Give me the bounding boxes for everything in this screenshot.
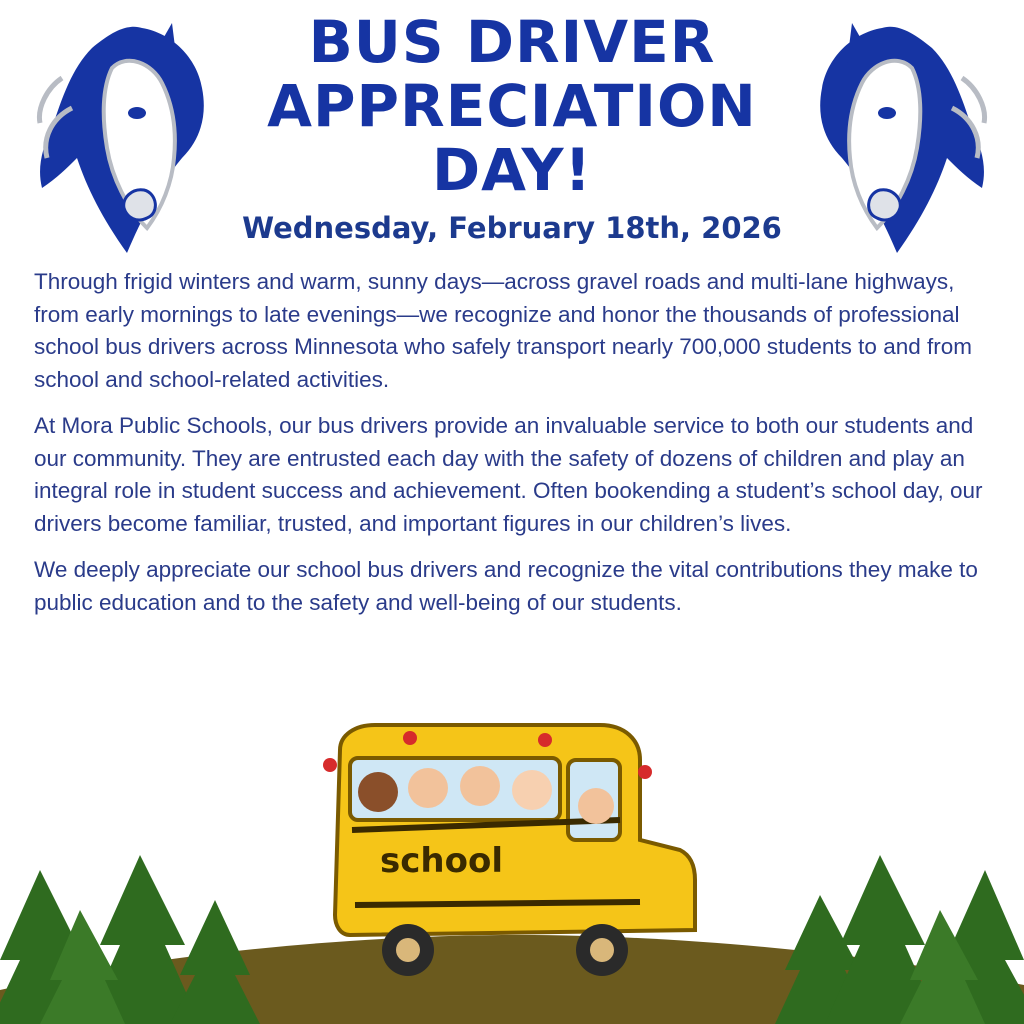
paragraph: At Mora Public Schools, our bus drivers provide an invaluable service to both our students and our community. They are entrusted each day with the safety of dozens of children and play an integral role in student success and achievement. Often bookending a student’s school day, our drivers become familiar, trusted, and important figures in our children’s lives. [34,413,983,536]
pine-tree-icon [0,855,260,1024]
event-date: Wednesday, February 18th, 2026 [242,211,782,245]
bus-label: school [380,841,503,881]
title-line: APPRECIATION [267,72,757,140]
title-line: BUS DRIVER [308,8,716,76]
page-title [230,10,794,202]
paragraph: Through frigid winters and warm, sunny days—across gravel roads and multi-lane highways, from early mornings to late evenings—we recognize and honor the thousands of professional school bus drivers across Minnesota who safely transport nearly 700,000 students to and from school and school-related activities. [34,269,972,392]
body-text [34,266,984,633]
paragraph: We deeply appreciate our school bus drivers and recognize the vital contributions they make to public education and to the safety and well-being of our students. [34,557,978,615]
title-line: DAY! [432,136,592,204]
pine-tree-icon [775,855,1024,1024]
bus-scene-illustration [0,720,1024,1024]
